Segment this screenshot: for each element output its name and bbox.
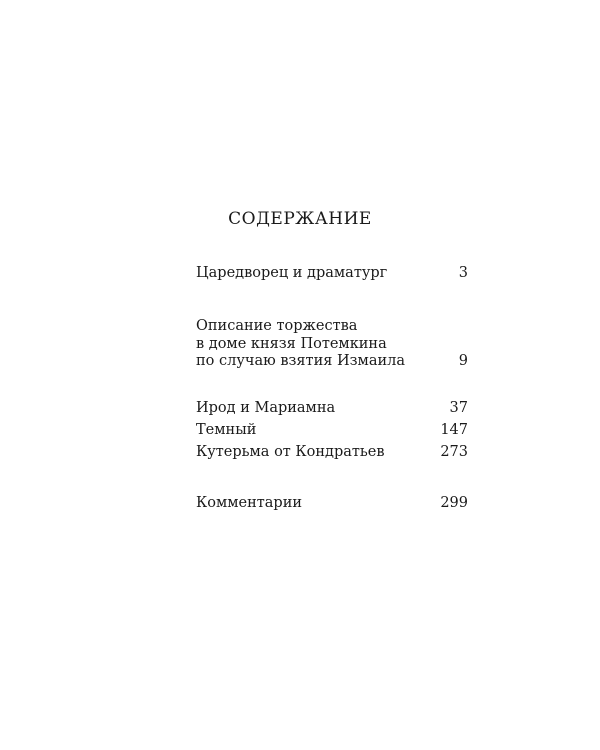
- toc-entry-title-line: Описание торжества: [196, 318, 358, 334]
- toc-entry: [196, 400, 468, 418]
- toc-entry-title-line: Кутерьма от Кондратьев: [196, 444, 385, 460]
- toc-entry-title-line: Ирод и Мариамна: [196, 400, 336, 416]
- toc-entry-title-line: по случаю взятия Измаила: [196, 353, 405, 369]
- toc-entry: [196, 422, 468, 440]
- toc-entry-page: 273: [440, 444, 468, 460]
- toc-entry-title: [196, 422, 468, 440]
- toc-entry-page: 3: [458, 265, 468, 281]
- toc-entry-title: [196, 400, 468, 418]
- toc-entry-title: [196, 318, 468, 371]
- toc-entry: [196, 265, 468, 283]
- toc-entry-page: 147: [440, 422, 468, 438]
- toc-entry-title: [196, 265, 468, 283]
- page-title: СОДЕРЖАНИЕ: [228, 209, 372, 229]
- toc-entry: [196, 318, 468, 371]
- toc-entry-title-line: Царедворец и драматург: [196, 265, 388, 281]
- toc-entry-page: 299: [440, 495, 468, 511]
- toc-entry-title: [196, 444, 468, 462]
- toc-entry: [196, 444, 468, 462]
- toc-entry-title: [196, 495, 468, 513]
- toc-entry-page: 9: [458, 353, 468, 369]
- toc-entry: [196, 495, 468, 513]
- toc-entry-title-line: Темный: [196, 422, 257, 438]
- toc-entry-title-line: в доме князя Потемкина: [196, 335, 387, 352]
- toc-entry-title-line: Комментарии: [196, 495, 303, 511]
- toc-entry-page: 37: [449, 400, 468, 416]
